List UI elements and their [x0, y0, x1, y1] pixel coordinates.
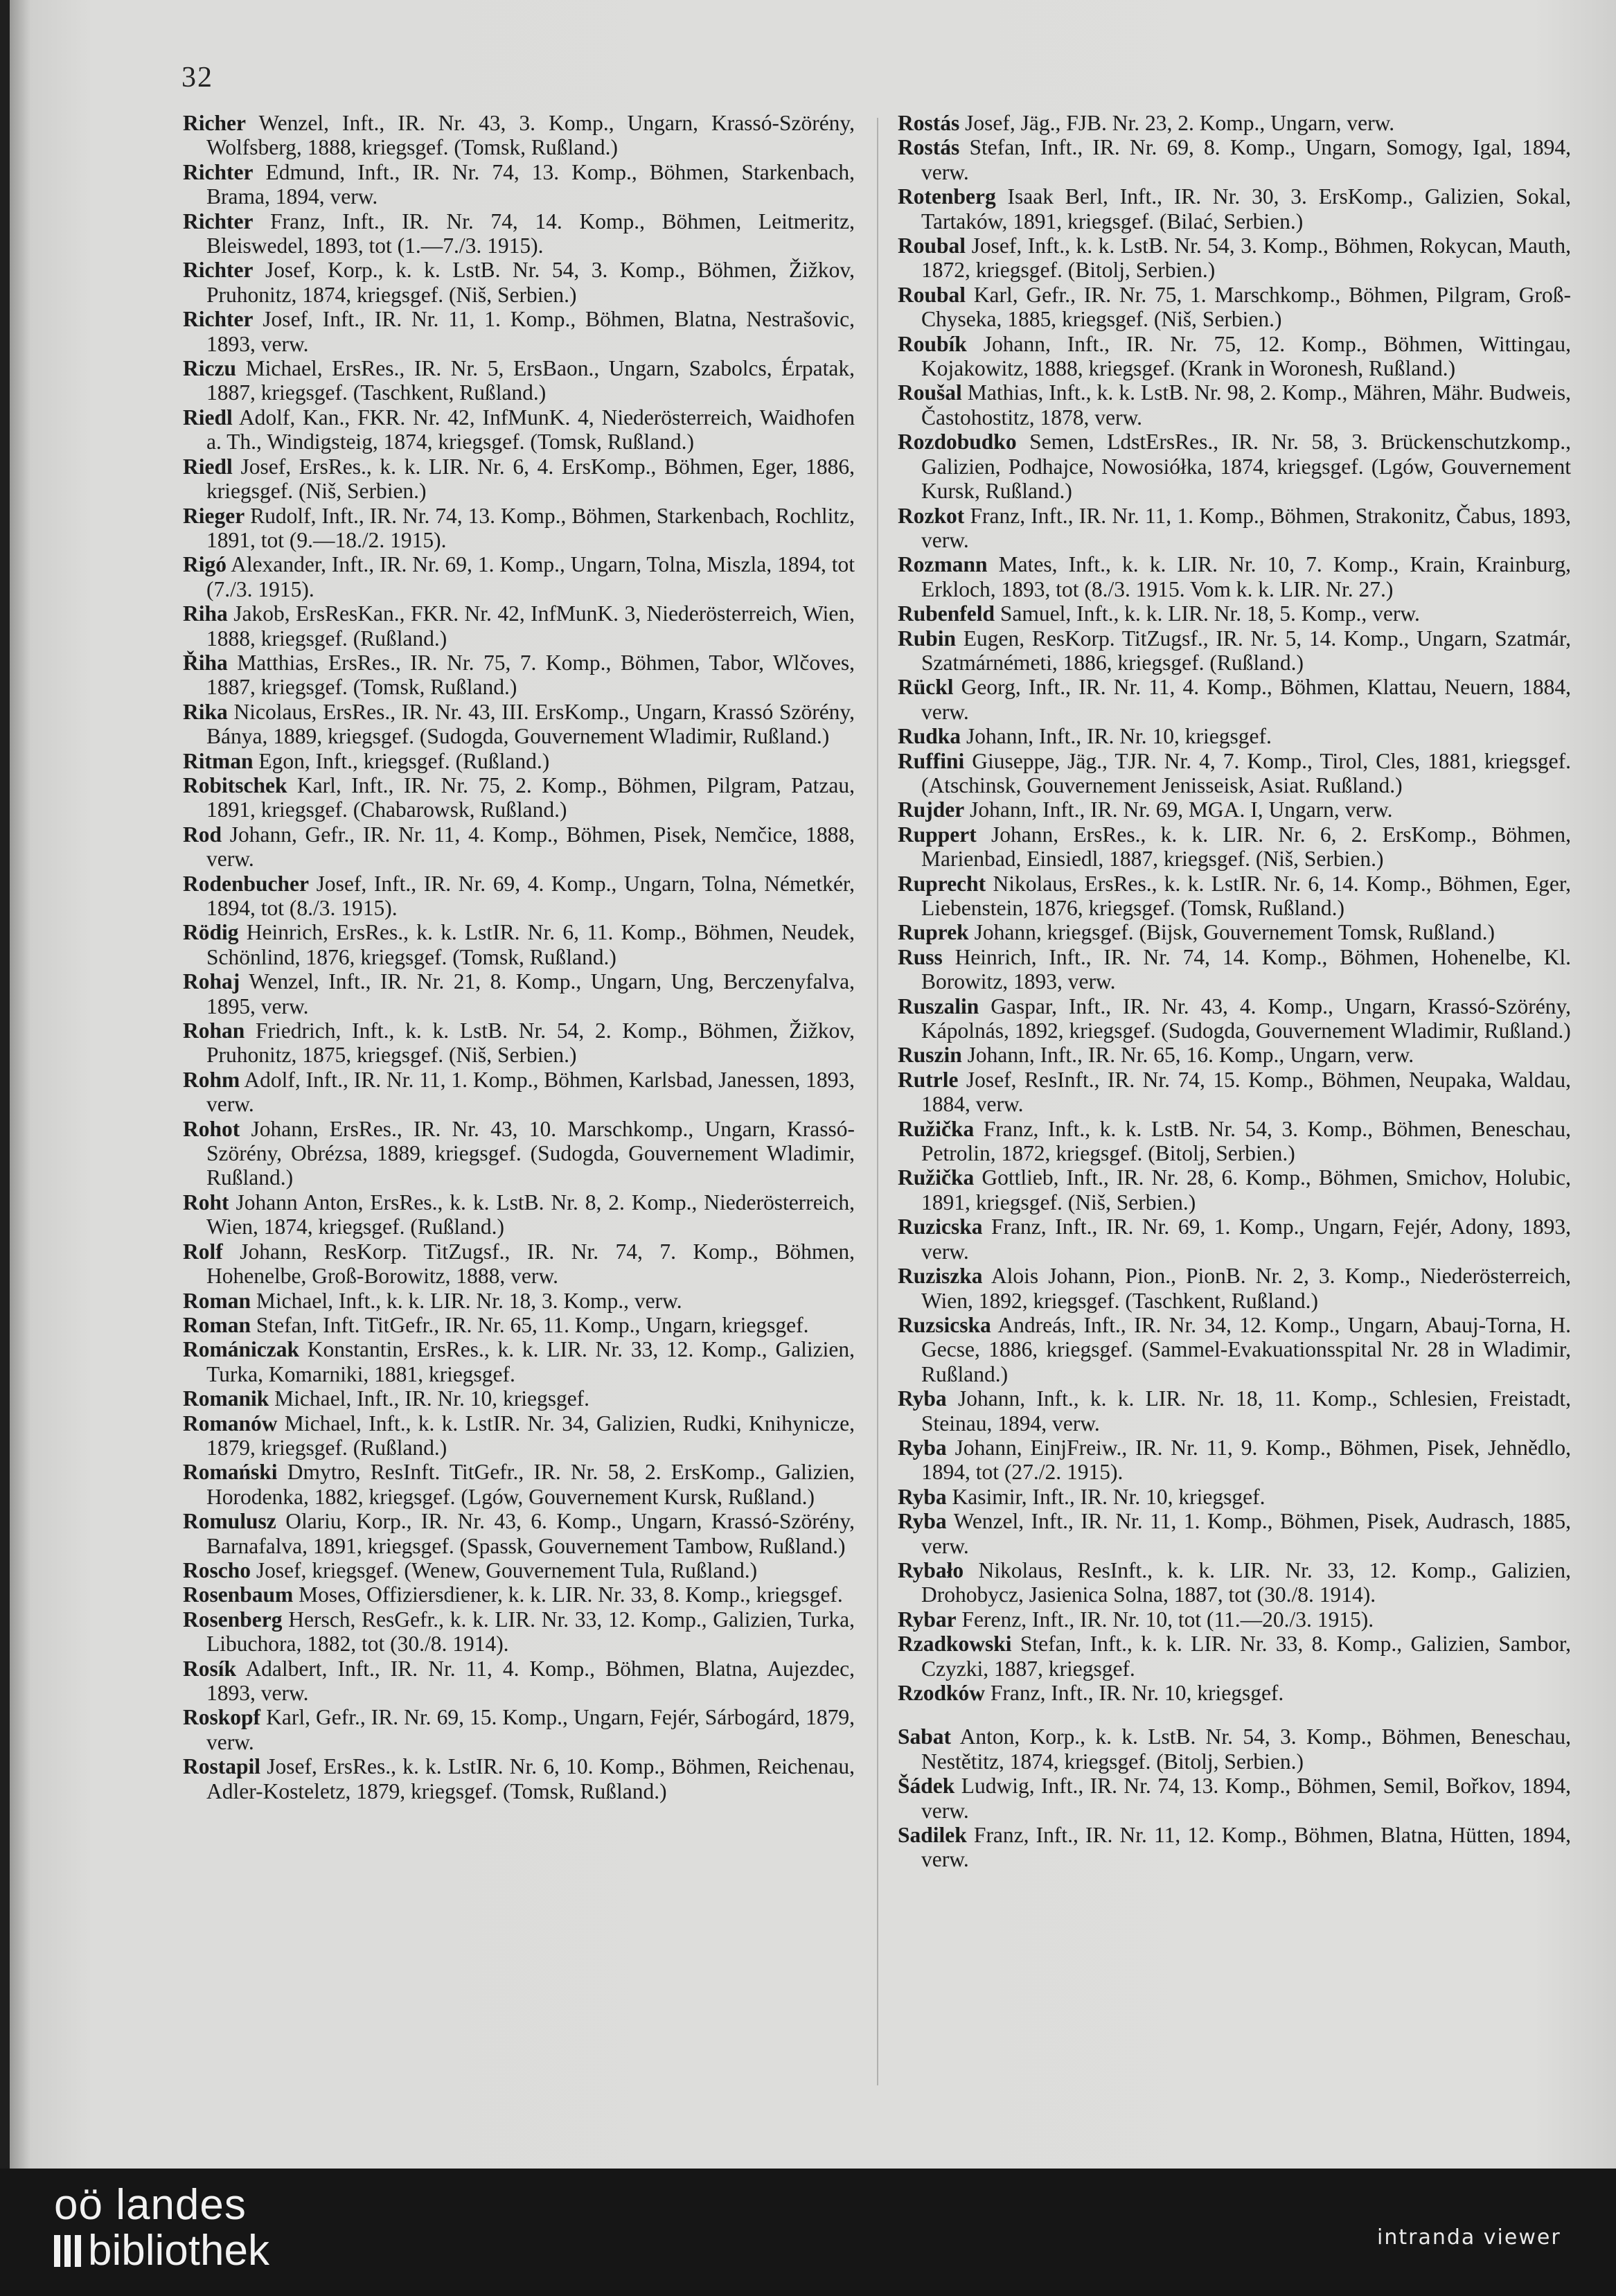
- register-entry: [898, 1823, 1571, 1872]
- entry-details: Johann, ErsRes., k. k. LIR. Nr. 6, 2. ErsKomp., Böhmen, Marienbad, Einsiedl, 1887, kriegsgef. (Niš, Serbien.): [921, 822, 1571, 872]
- register-entry: [183, 1558, 855, 1582]
- register-entry: [898, 1436, 1571, 1485]
- entry-surname: Rubin: [898, 626, 957, 651]
- entry-surname: Richter: [183, 209, 254, 233]
- entry-details: Stefan, Inft., IR. Nr. 69, 8. Komp., Ungarn, Somogy, Igal, 1894, verw.: [921, 135, 1572, 184]
- register-entry: [183, 307, 855, 356]
- register-entry: [898, 1774, 1571, 1823]
- register-entry: [183, 1754, 855, 1803]
- register-entry: [898, 1264, 1571, 1313]
- viewer-brand[interactable]: intranda viewer: [1377, 2225, 1561, 2250]
- register-entry: [898, 1313, 1571, 1386]
- register-entry: [183, 1337, 855, 1386]
- entry-surname: Richter: [183, 258, 254, 283]
- entry-surname: Riedl: [183, 454, 233, 479]
- entry-surname: Rod: [183, 822, 222, 847]
- entry-details: Josef, ErsRes., k. k. LstIR. Nr. 6, 10. Komp., Böhmen, Reichenau, Adler-Kosteletz, 1879, kriegsgef. (Tomsk, Rußland.): [206, 1754, 855, 1803]
- entry-details: Stefan, Inft., k. k. LIR. Nr. 33, 8. Komp., Galizien, Sambor, Czyzki, 1887, kriegsgef.: [921, 1632, 1571, 1681]
- entry-surname: Rodenbucher: [183, 871, 310, 896]
- register-entry: [183, 969, 855, 1018]
- entry-details: Konstantin, ErsRes., k. k. LIR. Nr. 33, 12. Komp., Galizien, Turka, Komarniki, 1881, kriegsgef.: [206, 1337, 855, 1386]
- entry-surname: Rödig: [183, 920, 239, 945]
- entry-surname: Ryba: [898, 1509, 947, 1534]
- register-entry: [898, 724, 1571, 748]
- entry-surname: Roubal: [898, 233, 966, 258]
- register-entry: [898, 135, 1571, 184]
- entry-details: Gaspar, Inft., IR. Nr. 43, 4. Komp., Ungarn, Krassó-Szörény, Kápolnás, 1892, kriegsgef. (Sudogda, Gouvernement Wladimir, Rußland.): [921, 994, 1572, 1043]
- register-entry: [183, 1705, 855, 1754]
- entry-surname: Roscho: [183, 1557, 251, 1582]
- register-entry: [898, 797, 1571, 822]
- entry-details: Mathias, Inft., k. k. LstB. Nr. 98, 2. Komp., Mähren, Mähr. Budweis, Častohostitz, 1878, verw.: [921, 380, 1571, 430]
- register-entry: [183, 405, 855, 454]
- entry-details: Johann, ResKorp. TitZugsf., IR. Nr. 74, 7. Komp., Böhmen, Hohenelbe, Groß-Borowitz, 1888, verw.: [206, 1239, 855, 1289]
- entry-details: Egon, Inft., kriegsgef. (Rußland.): [258, 748, 550, 773]
- column-divider: [877, 118, 878, 2085]
- entry-surname: Ruziszka: [898, 1264, 983, 1289]
- entry-surname: Ruzicska: [898, 1215, 983, 1239]
- entry-details: Ferenz, Inft., IR. Nr. 10, tot (11.—20./3. 1915).: [961, 1607, 1374, 1632]
- entry-details: Jakob, ErsResKan., FKR. Nr. 42, InfMunK. 3, Niederösterreich, Wien, 1888, kriegsgef. (Rußland.): [206, 601, 855, 651]
- entry-surname: Rozdobudko: [898, 430, 1017, 454]
- entry-details: Josef, Korp., k. k. LstB. Nr. 54, 3. Komp., Böhmen, Žižkov, Pruhonitz, 1874, kriegsgef. (Niš, Serbien.): [206, 258, 855, 307]
- entry-surname: Ryba: [898, 1386, 947, 1411]
- register-entry: [898, 111, 1571, 135]
- register-entry: [183, 749, 855, 773]
- entry-details: Nicolaus, ErsRes., IR. Nr. 43, III. ErsKomp., Ungarn, Krassó Szörény, Bánya, 1889, kriegsgef. (Sudogda, Gouvernement Wladimir, Rußland.): [206, 699, 855, 749]
- entry-surname: Rostás: [898, 111, 960, 135]
- entry-surname: Sabat: [898, 1724, 952, 1749]
- entry-details: Josef, ErsRes., k. k. LIR. Nr. 6, 4. ErsKomp., Böhmen, Eger, 1886, kriegsgef. (Niš, Serbien.): [206, 454, 855, 504]
- entry-surname: Rohot: [183, 1116, 240, 1141]
- register-entry: [183, 160, 855, 209]
- register-entry: [898, 1632, 1571, 1681]
- entry-surname: Rubenfeld: [898, 601, 995, 626]
- register-entry: [183, 1509, 855, 1558]
- entry-surname: Rohan: [183, 1018, 245, 1043]
- entry-surname: Rohm: [183, 1067, 240, 1092]
- register-entry: [898, 1043, 1571, 1067]
- register-entry: [183, 1117, 855, 1190]
- entry-surname: Rigó: [183, 552, 227, 577]
- register-entry: [898, 822, 1571, 872]
- register-entry: [183, 1313, 855, 1337]
- register-entry: [898, 1215, 1571, 1264]
- entry-details: Alexander, Inft., IR. Nr. 69, 1. Komp., Ungarn, Tolna, Miszla, 1894, tot (7./3. 1915).: [206, 552, 855, 601]
- register-entry: [183, 601, 855, 651]
- register-entry: [183, 1460, 855, 1509]
- right-column: [898, 111, 1571, 1872]
- entry-details: Wenzel, Inft., IR. Nr. 43, 3. Komp., Ungarn, Krassó-Szörény, Wolfsberg, 1888, kriegsgef. (Tomsk, Rußland.): [206, 111, 855, 160]
- register-entry: [898, 1724, 1571, 1774]
- register-entry: [183, 1657, 855, 1706]
- entry-surname: Rudka: [898, 724, 961, 749]
- entry-details: Johann, Inft., IR. Nr. 75, 12. Komp., Böhmen, Wittingau, Kojakowitz, 1888, kriegsgef. (Krank in Woronesh, Rußland.): [921, 331, 1572, 381]
- entry-surname: Rolf: [183, 1239, 223, 1264]
- entry-details: Karl, Gefr., IR. Nr. 69, 15. Komp., Ungarn, Fejér, Sárbogárd, 1879, verw.: [206, 1705, 855, 1754]
- entry-details: Dmytro, ResInft. TitGefr., IR. Nr. 58, 2. ErsKomp., Galizien, Horodenka, 1882, kriegsgef. (Lgów, Gouvernement Kursk, Rußland.): [206, 1460, 855, 1509]
- entry-surname: Ruprek: [898, 920, 969, 945]
- entry-details: Samuel, Inft., k. k. LIR. Nr. 18, 5. Komp., verw.: [1000, 601, 1420, 626]
- register-entry: [898, 920, 1571, 944]
- register-entry: [183, 1190, 855, 1239]
- entry-details: Johann, ErsRes., IR. Nr. 43, 10. Marschkomp., Ungarn, Krassó-Szörény, Obrézsa, 1889, kriegsgef. (Sudogda, Gouvernement Wladimir, Rußland.): [206, 1116, 855, 1190]
- entry-details: Andreás, Inft., IR. Nr. 34, 12. Komp., Ungarn, Abauj-Torna, H. Gecse, 1886, kriegsgef. (Sammel-Evakuationsspital Nr. 28 in Wladimir, Rußland.): [921, 1312, 1571, 1386]
- entry-surname: Ryba: [898, 1484, 947, 1509]
- entry-details: Johann, Inft., IR. Nr. 65, 16. Komp., Ungarn, verw.: [967, 1043, 1414, 1068]
- entry-surname: Rotenberg: [898, 184, 996, 209]
- register-entry: [183, 1068, 855, 1117]
- register-entry: [898, 1485, 1571, 1509]
- register-entry: [183, 1386, 855, 1411]
- entry-details: Karl, Gefr., IR. Nr. 75, 1. Marschkomp., Böhmen, Pilgram, Groß-Chyseka, 1885, kriegsgef. (Niš, Serbien.): [921, 282, 1571, 332]
- entry-surname: Rybar: [898, 1607, 957, 1632]
- entry-details: Alois Johann, Pion., PionB. Nr. 2, 3. Komp., Niederösterreich, Wien, 1892, kriegsgef. (Taschkent, Rußland.): [921, 1264, 1571, 1313]
- entry-surname: Roskopf: [183, 1705, 261, 1730]
- entry-details: Mates, Inft., k. k. LIR. Nr. 10, 7. Komp., Krain, Krainburg, Erkloch, 1893, tot (8./3. 1915. Vom k. k. LIR. Nr. 27.): [921, 552, 1571, 601]
- entry-details: Eugen, ResKorp. TitZugsf., IR. Nr. 5, 14. Komp., Ungarn, Szatmár, Szatmárnémeti, 1886, kriegsgef. (Rußland.): [921, 626, 1571, 675]
- entry-details: Anton, Korp., k. k. LstB. Nr. 54, 3. Komp., Böhmen, Beneschau, Nestětitz, 1874, kriegsgef. (Bitolj, Serbien.): [921, 1724, 1572, 1774]
- entry-details: Johann, kriegsgef. (Bijsk, Gouvernement Tomsk, Rußland.): [974, 920, 1495, 945]
- entry-details: Josef, Jäg., FJB. Nr. 23, 2. Komp., Ungarn, verw.: [965, 111, 1395, 135]
- entry-details: Franz, Inft., IR. Nr. 69, 1. Komp., Ungarn, Fejér, Adony, 1893, verw.: [921, 1215, 1571, 1264]
- entry-details: Heinrich, Inft., IR. Nr. 74, 14. Komp., Böhmen, Hohenelbe, Kl. Borowitz, 1893, verw.: [921, 944, 1572, 994]
- entry-details: Isaak Berl, Inft., IR. Nr. 30, 3. ErsKomp., Galizien, Sokal, Tartaków, 1891, kriegsgef. (Bilać, Serbien.): [921, 184, 1571, 233]
- entry-surname: Robitschek: [183, 772, 287, 797]
- register-entry: [183, 111, 855, 160]
- entry-surname: Rosenbaum: [183, 1582, 294, 1607]
- register-entry: [183, 209, 855, 258]
- register-entry: [183, 1239, 855, 1289]
- entry-details: Josef, Inft., IR. Nr. 11, 1. Komp., Böhmen, Blatna, Nestrašovic, 1893, verw.: [206, 307, 855, 356]
- entry-details: Wenzel, Inft., IR. Nr. 11, 1. Komp., Böhmen, Pisek, Audrasch, 1885, verw.: [921, 1509, 1571, 1558]
- entry-details: Michael, Inft., IR. Nr. 10, kriegsgef.: [274, 1386, 590, 1411]
- entry-details: Franz, Inft., k. k. LstB. Nr. 54, 3. Komp., Böhmen, Beneschau, Petrolin, 1872, kriegsgef. (Bitolj, Serbien.): [921, 1116, 1572, 1166]
- entry-details: Franz, Inft., IR. Nr. 74, 14. Komp., Böhmen, Leitmeritz, Bleiswedel, 1893, tot (1.—7./3. 1915).: [206, 209, 855, 258]
- entry-details: Adalbert, Inft., IR. Nr. 11, 4. Komp., Böhmen, Blatna, Aujezdec, 1893, verw.: [206, 1656, 855, 1705]
- entry-details: Michael, Inft., k. k. LIR. Nr. 18, 3. Komp., verw.: [256, 1288, 682, 1313]
- register-entry: [898, 1607, 1571, 1632]
- register-entry: [898, 1509, 1571, 1558]
- entry-details: Matthias, ErsRes., IR. Nr. 75, 7. Komp., Böhmen, Tabor, Wlčoves, 1887, kriegsgef. (Tomsk, Rußland.): [206, 650, 855, 700]
- entry-details: Nikolaus, ErsRes., k. k. LstIR. Nr. 6, 14. Komp., Böhmen, Eger, Liebenstein, 1876, kriegsgef. (Tomsk, Rußland.): [921, 871, 1571, 920]
- register-entry: [898, 872, 1571, 921]
- entry-details: Josef, Inft., IR. Nr. 69, 4. Komp., Ungarn, Tolna, Németkér, 1894, tot (8./3. 1915).: [206, 871, 855, 920]
- register-entry: [898, 626, 1571, 675]
- entry-details: Adolf, Kan., FKR. Nr. 42, InfMunK. 4, Niederösterreich, Waidhofen a. Th., Windigsteig, 1874, kriegsgef. (Tomsk, Rußland.): [206, 405, 855, 454]
- entry-surname: Russ: [898, 944, 943, 969]
- entry-details: Gottlieb, Inft., IR. Nr. 28, 6. Komp., Böhmen, Smichov, Holubic, 1891, kriegsgef. (Niš, Serbien.): [921, 1165, 1572, 1215]
- entry-surname: Richter: [183, 307, 254, 332]
- entry-surname: Ruprecht: [898, 871, 986, 896]
- register-entry: [898, 184, 1571, 233]
- entry-details: Giuseppe, Jäg., TJR. Nr. 4, 7. Komp., Tirol, Cles, 1881, kriegsgef. (Atschinsk, Gouvernement Jenisseisk, Asiat. Rußland.): [921, 748, 1571, 797]
- entry-surname: Romański: [183, 1460, 278, 1485]
- register-entry: [898, 1117, 1571, 1166]
- entry-details: Friedrich, Inft., k. k. LstB. Nr. 54, 2. Komp., Böhmen, Žižkov, Pruhonitz, 1875, kriegsgef. (Niš, Serbien.): [206, 1018, 855, 1068]
- register-entry: [898, 1165, 1571, 1215]
- entry-surname: Ružička: [898, 1165, 975, 1190]
- entry-surname: Roubík: [898, 331, 967, 356]
- entry-surname: Ruszalin: [898, 994, 979, 1018]
- left-column: [183, 111, 855, 1803]
- entry-surname: Riha: [183, 601, 228, 626]
- register-entry: [898, 283, 1571, 332]
- register-entry: [898, 1068, 1571, 1117]
- register-entry: [183, 1411, 855, 1460]
- register-entry: [898, 380, 1571, 430]
- entry-surname: Rohaj: [183, 969, 240, 994]
- register-entry: [898, 945, 1571, 994]
- entry-details: Hersch, ResGefr., k. k. LIR. Nr. 33, 12. Komp., Galizien, Turka, Libuchora, 1882, tot (30./8. 1914).: [206, 1607, 855, 1657]
- register-entry: [183, 920, 855, 969]
- entry-surname: Rieger: [183, 503, 245, 528]
- entry-surname: Rückl: [898, 675, 954, 700]
- section-gap: [898, 1705, 1571, 1724]
- entry-details: Wenzel, Inft., IR. Nr. 21, 8. Komp., Ungarn, Ung, Berczenyfalva, 1895, verw.: [206, 969, 855, 1018]
- entry-details: Johann, Inft., IR. Nr. 69, MGA. I, Ungarn, verw.: [970, 797, 1393, 822]
- entry-details: Johann Anton, ErsRes., k. k. LstB. Nr. 8, 2. Komp., Niederösterreich, Wien, 1874, kriegsgef. (Rußland.): [206, 1190, 855, 1239]
- scanned-page: [10, 0, 1616, 2169]
- entry-surname: Ruzsicska: [898, 1312, 991, 1337]
- register-entry: [183, 1018, 855, 1068]
- entry-details: Kasimir, Inft., IR. Nr. 10, kriegsgef.: [952, 1484, 1266, 1509]
- register-entry: [898, 994, 1571, 1043]
- entry-surname: Ružička: [898, 1116, 975, 1141]
- entry-surname: Rybało: [898, 1557, 964, 1582]
- entry-surname: Rujder: [898, 797, 965, 822]
- register-entry: [898, 675, 1571, 724]
- entry-surname: Rozmann: [898, 552, 988, 577]
- register-entry: [183, 872, 855, 921]
- register-entry: [898, 504, 1571, 553]
- entry-details: Johann, EinjFreiw., IR. Nr. 11, 9. Komp., Böhmen, Pisek, Jehnědlo, 1894, tot (27./2. 1915).: [921, 1435, 1571, 1485]
- entry-details: Stefan, Inft. TitGefr., IR. Nr. 65, 11. Komp., Ungarn, kriegsgef.: [256, 1312, 809, 1337]
- register-entry: [183, 822, 855, 872]
- entry-details: Georg, Inft., IR. Nr. 11, 4. Komp., Böhmen, Klattau, Neuern, 1884, verw.: [921, 675, 1572, 724]
- entry-surname: Řiha: [183, 650, 228, 675]
- entry-surname: Ruppert: [898, 822, 977, 847]
- entry-surname: Roubal: [898, 282, 966, 307]
- entry-surname: Roman: [183, 1288, 251, 1313]
- entry-surname: Rosenberg: [183, 1607, 283, 1632]
- entry-surname: Roušal: [898, 380, 962, 405]
- register-entry: [898, 1681, 1571, 1705]
- register-entry: [183, 1289, 855, 1313]
- entry-surname: Sadilek: [898, 1823, 967, 1848]
- entry-surname: Ritman: [183, 748, 254, 773]
- register-entry: [898, 552, 1571, 601]
- entry-surname: Ruffini: [898, 748, 965, 773]
- entry-surname: Romániczak: [183, 1337, 299, 1362]
- entry-surname: Ryba: [898, 1435, 947, 1460]
- register-entry: [898, 749, 1571, 798]
- register-entry: [183, 1607, 855, 1657]
- register-entry: [183, 552, 855, 601]
- entry-surname: Roht: [183, 1190, 229, 1215]
- logo-text-top: oö landes: [54, 2181, 247, 2229]
- register-entry: [898, 332, 1571, 381]
- register-entry: [183, 651, 855, 700]
- entry-surname: Richer: [183, 111, 246, 135]
- logo-text-bottom: bibliothek: [88, 2227, 269, 2275]
- entry-surname: Rostás: [898, 135, 960, 160]
- entry-surname: Rostapil: [183, 1754, 261, 1779]
- entry-surname: Rozkot: [898, 503, 965, 528]
- register-entry: [898, 1386, 1571, 1436]
- entry-details: Semen, LdstErsRes., IR. Nr. 58, 3. Brückenschutzkomp., Galizien, Podhajce, Nowosiółka, 1874, kriegsgef. (Lgów, Gouvernement Kursk, Rußland.): [921, 430, 1571, 504]
- entry-details: Franz, Inft., IR. Nr. 10, kriegsgef.: [990, 1681, 1284, 1705]
- entry-details: Rudolf, Inft., IR. Nr. 74, 13. Komp., Böhmen, Starkenbach, Rochlitz, 1891, tot (9.—18./2. 1915).: [206, 503, 855, 552]
- library-logo[interactable]: [54, 2182, 269, 2274]
- entry-surname: Romanów: [183, 1411, 278, 1436]
- entry-surname: Rzadkowski: [898, 1632, 1012, 1657]
- register-entry: [183, 454, 855, 504]
- entry-details: Johann, Inft., k. k. LIR. Nr. 18, 11. Komp., Schlesien, Freistadt, Steinau, 1894, verw.: [921, 1386, 1572, 1436]
- register-entry: [183, 700, 855, 749]
- entry-details: Moses, Offiziersdiener, k. k. LIR. Nr. 33, 8. Komp., kriegsgef.: [299, 1582, 843, 1607]
- entry-details: Johann, Inft., IR. Nr. 10, kriegsgef.: [966, 724, 1272, 749]
- entry-details: Michael, Inft., k. k. LstIR. Nr. 34, Galizien, Rudki, Knihynicze, 1879, kriegsgef. (Rußland.): [206, 1411, 855, 1460]
- entry-surname: Rzodków: [898, 1681, 986, 1705]
- entry-details: Franz, Inft., IR. Nr. 11, 1. Komp., Böhmen, Strakonitz, Čabus, 1893, verw.: [921, 503, 1571, 552]
- entry-details: Josef, Inft., k. k. LstB. Nr. 54, 3. Komp., Böhmen, Rokycan, Mauth, 1872, kriegsgef. (Bitolj, Serbien.): [921, 233, 1571, 283]
- entry-details: Olariu, Korp., IR. Nr. 43, 6. Komp., Ungarn, Krassó-Szörény, Barnafalva, 1891, kriegsgef. (Spassk, Gouvernement Tambow, Rußland.): [206, 1509, 855, 1558]
- register-entry: [898, 601, 1571, 626]
- entry-surname: Rutrle: [898, 1067, 959, 1092]
- entry-surname: Šádek: [898, 1774, 955, 1799]
- entry-surname: Romanik: [183, 1386, 269, 1411]
- register-entry: [898, 1558, 1571, 1607]
- page-number: 32: [181, 62, 213, 94]
- register-entry: [183, 356, 855, 405]
- logo-bars-icon: [54, 2235, 81, 2267]
- register-entry: [183, 258, 855, 307]
- entry-details: Karl, Inft., IR. Nr. 75, 2. Komp., Böhmen, Pilgram, Patzau, 1891, kriegsgef. (Chabarowsk, Rußland.): [206, 772, 855, 822]
- entry-details: Ludwig, Inft., IR. Nr. 74, 13. Komp., Böhmen, Semil, Bořkov, 1894, verw.: [921, 1774, 1571, 1823]
- register-entry: [183, 773, 855, 822]
- entry-details: Heinrich, ErsRes., k. k. LstIR. Nr. 6, 11. Komp., Böhmen, Neudek, Schönlind, 1876, kriegsgef. (Tomsk, Rußland.): [206, 920, 855, 969]
- entry-surname: Romulusz: [183, 1509, 276, 1534]
- register-entry: [898, 430, 1571, 503]
- entry-details: Johann, Gefr., IR. Nr. 11, 4. Komp., Böhmen, Pisek, Nemčice, 1888, verw.: [206, 822, 855, 872]
- entry-surname: Rika: [183, 699, 228, 724]
- entry-details: Franz, Inft., IR. Nr. 11, 12. Komp., Böhmen, Blatna, Hütten, 1894, verw.: [921, 1823, 1571, 1872]
- entry-surname: Rosík: [183, 1656, 237, 1681]
- entry-details: Josef, ResInft., IR. Nr. 74, 15. Komp., Böhmen, Neupaka, Waldau, 1884, verw.: [921, 1067, 1572, 1117]
- entry-surname: Ruszin: [898, 1043, 962, 1068]
- entry-details: Nikolaus, ResInft., k. k. LIR. Nr. 33, 12. Komp., Galizien, Drohobycz, Jasienica Solna, 1887, tot (30./8. 1914).: [921, 1557, 1571, 1607]
- register-entry: [898, 233, 1571, 283]
- entry-surname: Roman: [183, 1312, 251, 1337]
- entry-surname: Riedl: [183, 405, 233, 430]
- entry-details: Michael, ErsRes., IR. Nr. 5, ErsBaon., Ungarn, Szabolcs, Érpatak, 1887, kriegsgef. (Taschkent, Rußland.): [206, 356, 855, 405]
- entry-surname: Richter: [183, 159, 254, 184]
- entry-details: Adolf, Inft., IR. Nr. 11, 1. Komp., Böhmen, Karlsbad, Janessen, 1893, verw.: [206, 1067, 855, 1117]
- entry-surname: Riczu: [183, 356, 236, 381]
- entry-details: Edmund, Inft., IR. Nr. 74, 13. Komp., Böhmen, Starkenbach, Brama, 1894, verw.: [206, 159, 855, 209]
- register-entry: [183, 504, 855, 553]
- entry-details: Josef, kriegsgef. (Wenew, Gouvernement Tula, Rußland.): [256, 1557, 758, 1582]
- register-entry: [183, 1582, 855, 1607]
